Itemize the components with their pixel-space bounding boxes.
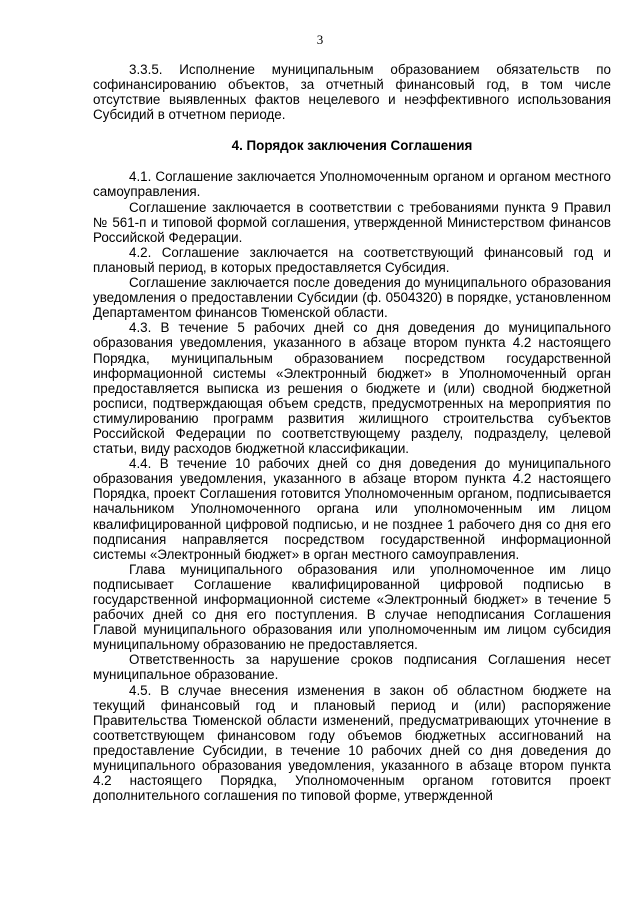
section-title: 4. Порядок заключения Соглашения	[231, 138, 473, 154]
paragraph-4-3: 4.3. В течение 5 рабочих дней со дня доведения до муниципального образования уведомления, указанного в абзаце втором пункта 4.2 настоящего Порядка, муниципальным образованием посредством государственной информационной системы «Электронный бюджет» в Уполномоченный орган предоставляется выписка из решения о бюджете и (или) сводной бюджетной росписи, подтверждающая объем средств, предусмотренных на мероприятия по стимулированию программ развития жилищного строительства субъектов Российской Федерации по соответствующему разделу, подразделу, целевой статьи, виду расходов бюджетной классификации.	[93, 320, 611, 457]
paragraph-4-5: 4.5. В случае внесения изменения в закон об областном бюджете на текущий финансовый год и плановый период и (или) распоряжение Правительства Тюменской области изменений, предусматривающих уточнение в соответствующем финансовом году объемов бюджетных ассигнований на предоставление Субсидии, в течение 10 рабочих дней со дня доведения до муниципального образования уведомления, указанного в абзаце втором пункта 4.2 настоящего Порядка, Уполномоченным органом готовится проект дополнительного соглашения по типовой форме, утвержденной	[93, 682, 611, 804]
paragraph: Соглашение заключается после доведения до муниципального образования уведомления о предоставлении Субсидии (ф. 0504320) в порядке, установленном Департаментом финансов Тюменской области.	[93, 275, 611, 321]
paragraph-3-3-5: 3.3.5. Исполнение муниципальным образованием обязательств по софинансированию объектов, за отчетный финансовый год, в том числе отсутствие выявленных фактов нецелевого и неэффективного использования Субсидий в отчетном периоде.	[93, 62, 611, 123]
paragraph: Глава муниципального образования или уполномоченное им лицо подписывает Соглашение квалифицированной цифровой подписью в государственной информационной системе «Электронный бюджет» в течение 5 рабочих дней со дня его поступления. В случае неподписания Соглашения Главой муниципального образования или уполномоченным им лицом субсидия муниципальному образованию не предоставляется.	[93, 561, 611, 653]
document-body	[93, 62, 611, 803]
paragraph-4-4: 4.4. В течение 10 рабочих дней со дня доведения до муниципального образования уведомления, указанного в абзаце втором пункта 4.2 настоящего Порядка, проект Соглашения готовится Уполномоченным органом, подписывается начальником Уполномоченного органа или уполномоченным им лицом квалифицированной цифровой подписью, и не позднее 1 рабочего дня со дня его подписания направляется посредством государственной информационной системы «Электронный бюджет» в орган местного самоуправления.	[93, 456, 611, 562]
page-number: 3	[316, 32, 324, 47]
paragraph: Соглашение заключается в соответствии с требованиями пункта 9 Правил № 561-п и типовой формой соглашения, утвержденной Министерством финансов Российской Федерации.	[93, 199, 611, 245]
paragraph-4-1: 4.1. Соглашение заключается Уполномоченным органом и органом местного самоуправления.	[93, 169, 611, 200]
paragraph: Ответственность за нарушение сроков подписания Соглашения несет муниципальное образование.	[93, 652, 611, 683]
paragraph-4-2: 4.2. Соглашение заключается на соответствующий финансовый год и плановый период, в которых предоставляется Субсидия.	[93, 244, 611, 275]
